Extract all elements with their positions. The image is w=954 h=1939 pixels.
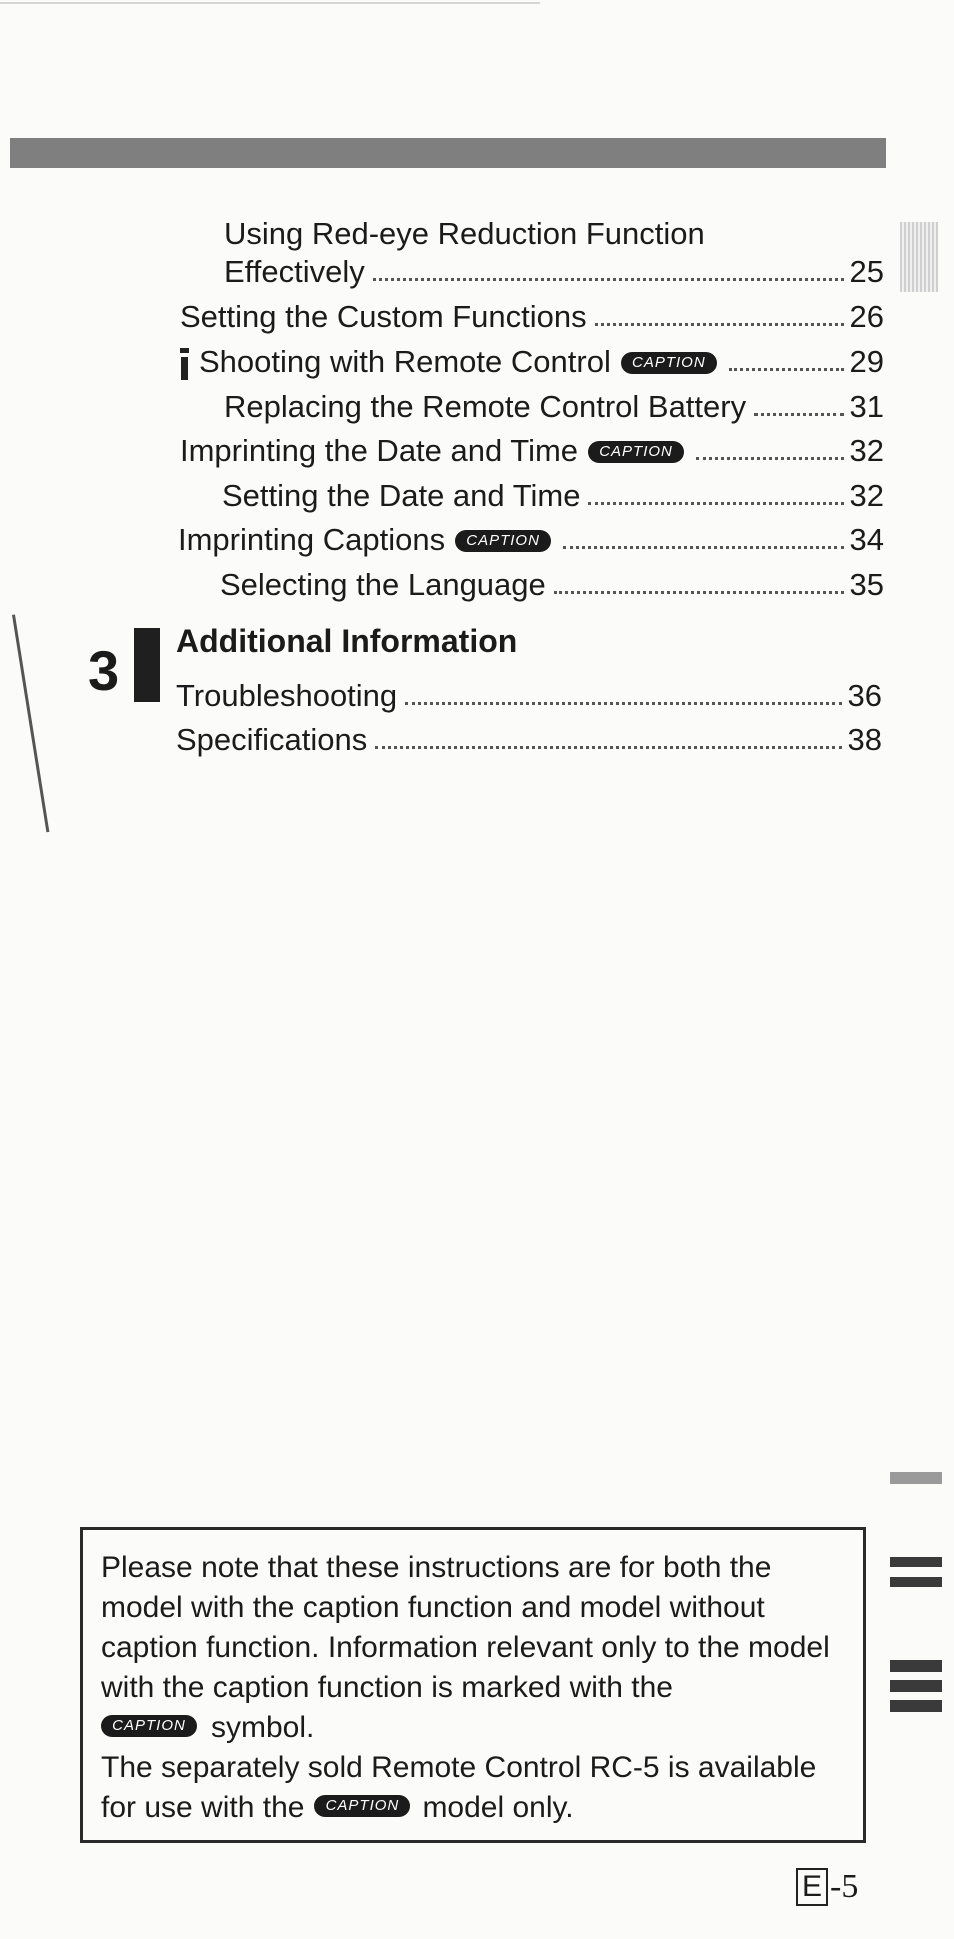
toc-entry-text: Setting the Custom Functions (180, 299, 587, 334)
toc-entry-text: Troubleshooting (176, 678, 398, 713)
page-number (796, 1868, 858, 1906)
section-header-bar (10, 138, 886, 168)
toc-page-number: 32 (849, 478, 884, 513)
toc-page-number: 26 (849, 299, 884, 334)
toc-entry[interactable] (222, 470, 884, 514)
dot-leader (405, 702, 841, 705)
notice-paragraph-caption (101, 1548, 841, 1748)
toc-entry[interactable] (224, 381, 884, 425)
toc-entry-text: Effectively (224, 254, 365, 289)
toc-entry-text: Specifications (176, 722, 368, 757)
toc-page-number: 25 (849, 254, 884, 289)
dot-leader (595, 323, 844, 326)
scan-edge-line (0, 2, 540, 4)
notice-box (80, 1527, 866, 1843)
index-tab-marker (890, 1472, 942, 1484)
toc-page-number: 32 (849, 433, 884, 468)
notice-text: The separately sold Remote Control RC-5 is available for use with the (101, 1751, 817, 1824)
toc-entry[interactable] (180, 291, 884, 335)
dot-leader (563, 546, 843, 549)
index-tab-marker (890, 1680, 942, 1692)
dot-leader (754, 413, 843, 416)
side-index-tab (900, 222, 938, 292)
dot-leader (588, 502, 843, 505)
notice-text-end: symbol. (211, 1711, 315, 1744)
toc-entry-text: Imprinting the Date and Time (180, 433, 579, 468)
toc-entry[interactable] (224, 246, 884, 290)
dot-leader (554, 591, 844, 594)
toc-page-number: 38 (847, 722, 882, 757)
toc-entry[interactable] (178, 514, 884, 558)
toc-entry-text: Setting the Date and Time (222, 478, 581, 513)
index-tab-marker (890, 1557, 942, 1567)
page-number-value: -5 (830, 1868, 859, 1905)
notice-text: Please note that these instructions are for both the model with the caption function and model without caption function. Information relevant only to the model with the caption function is marked with the (101, 1551, 830, 1704)
toc-entry[interactable] (180, 425, 884, 469)
toc-entry-text: Shooting with Remote Control (199, 344, 611, 379)
toc-page-number: 35 (849, 567, 884, 602)
dot-leader (375, 746, 841, 749)
chapter-title: Additional Information (176, 623, 518, 659)
scan-edge-mark (12, 615, 49, 833)
caption-badge-icon: CAPTION (455, 530, 551, 552)
toc-entry-text: Selecting the Language (220, 567, 546, 602)
caption-badge-icon: CAPTION (588, 441, 684, 463)
toc-entry[interactable] (176, 714, 882, 758)
chapter-marker-bar (134, 628, 160, 702)
dot-leader (729, 368, 844, 371)
caption-badge-icon: CAPTION (621, 352, 717, 374)
toc-page-number: 31 (849, 389, 884, 424)
index-tab-marker (890, 1700, 942, 1712)
notice-paragraph-remote (101, 1748, 841, 1828)
toc-page-number: 29 (849, 344, 884, 379)
toc-entry-text: Replacing the Remote Control Battery (224, 389, 747, 424)
remote-control-icon (180, 348, 189, 380)
notice-text-end: model only. (422, 1791, 574, 1824)
toc-entry[interactable] (176, 670, 882, 714)
toc-entry-text: Imprinting Captions (178, 522, 446, 557)
index-tab-marker (890, 1577, 942, 1587)
toc-entry-text: Using Red-eye Reduction Function (224, 216, 705, 251)
chapter-number: 3 (88, 639, 120, 702)
dot-leader (696, 457, 843, 460)
caption-badge-icon: CAPTION (101, 1715, 197, 1737)
toc-page-number: 36 (847, 678, 882, 713)
toc-entry[interactable] (220, 559, 884, 603)
index-tab-marker (890, 1660, 942, 1672)
toc-page-number: 34 (849, 522, 884, 557)
toc-entry[interactable] (180, 336, 884, 380)
caption-badge-icon: CAPTION (314, 1795, 410, 1817)
dot-leader (373, 278, 844, 281)
language-code-box: E (796, 1868, 828, 1906)
